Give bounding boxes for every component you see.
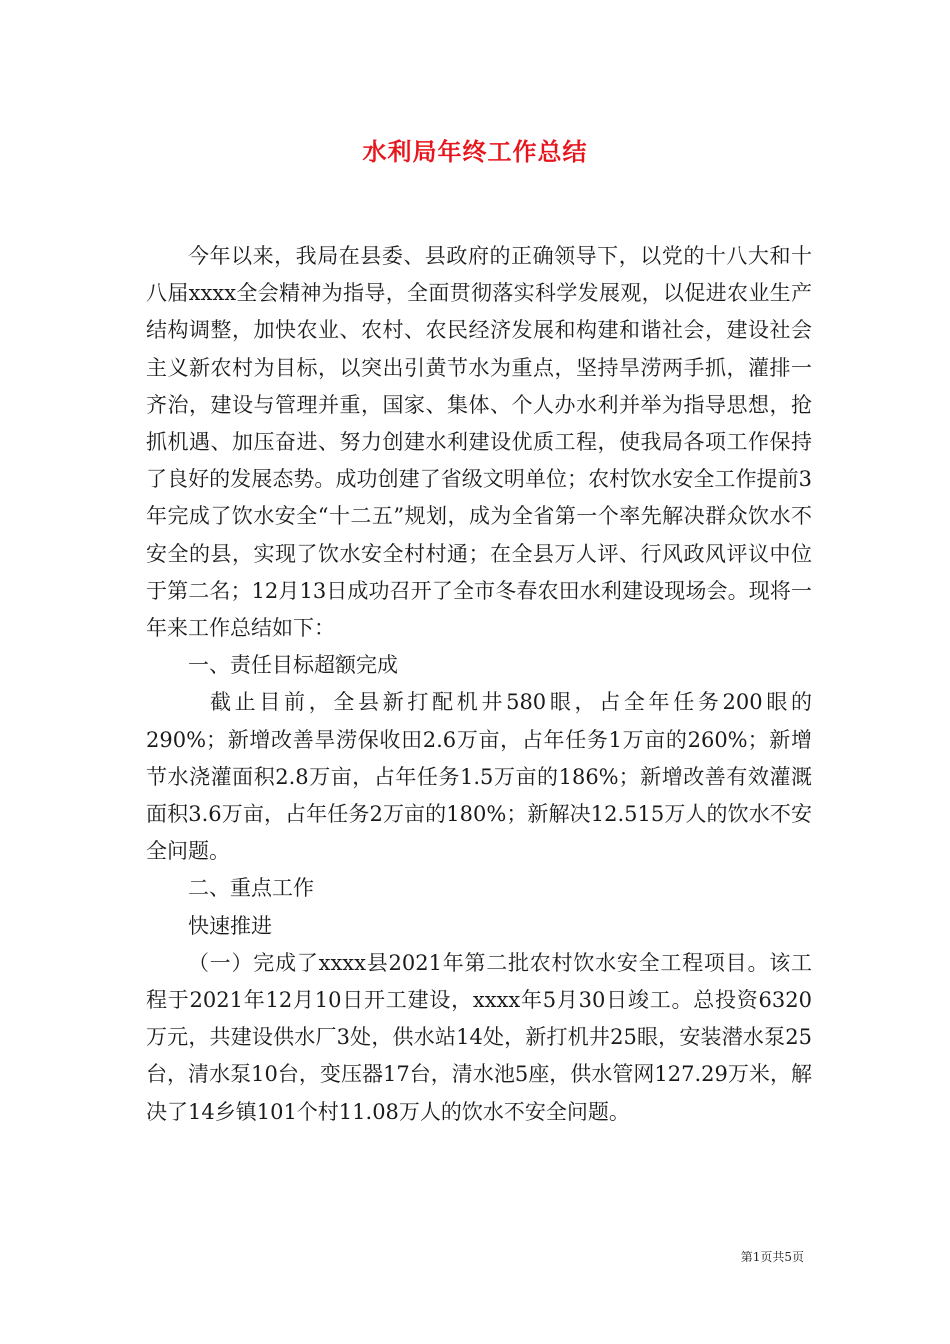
project-paragraph: （一）完成了xxxx县2021年第二批农村饮水安全工程项目。该工程于2021年12月10日开工建设，xxxx年5月30日竣工。总投资6320万元，共建设供水厂3处，供水站14处，新打机井25眼，安装潜水泵25台，清水泵10台，变压器17台，清水池5座，供水管网127.29万米，解决了14乡镇101个村11.08万人的饮水不安全问题。 (146, 950, 812, 1124)
section-heading-1: 一、责任目标超额完成 (188, 653, 398, 678)
page-number: 第1页共5页 (740, 1250, 804, 1264)
intro-paragraph: 今年以来，我局在县委、县政府的正确领导下，以党的十八大和十八届xxxx全会精神为指导，全面贯彻落实科学发展观，以促进农业生产结构调整，加快农业、农村、农民经济发展和构建和谐社会，建设社会主义新农村为目标，以突出引黄节水为重点，坚持旱涝两手抓，灌排一齐治，建设与管理并重，国家、集体、个人办水利并举为指导思想，抢抓机遇、加压奋进、努力创建水利建设优质工程，使我局各项工作保持了良好的发展态势。成功创建了省级文明单位；农村饮水安全工作提前3年完成了饮水安全“十二五”规划，成为全省第一个率先解决群众饮水不安全的县，实现了饮水安全村村通；在全县万人评、行风政风评议中位于第二名；12月13日成功召开了全市冬春农田水利建设现场会。现将一年来工作总结如下： (146, 244, 812, 641)
section-heading-2: 二、重点工作 (188, 876, 314, 901)
targets-paragraph: 截止目前，全县新打配机井580眼，占全年任务200眼的290%；新增改善旱涝保收田2.6万亩，占年任务1万亩的260%；新增节水浇灌面积2.8万亩，占年任务1.5万亩的186%；新增改善有效灌溉面积3.6万亩，占年任务2万亩的180%；新解决12.515万人的饮水不安全问题。 (146, 690, 812, 864)
section-subheading: 快速推进 (188, 913, 272, 938)
document-title: 水利局年终工作总结 (362, 137, 588, 166)
document-body (146, 238, 812, 1131)
